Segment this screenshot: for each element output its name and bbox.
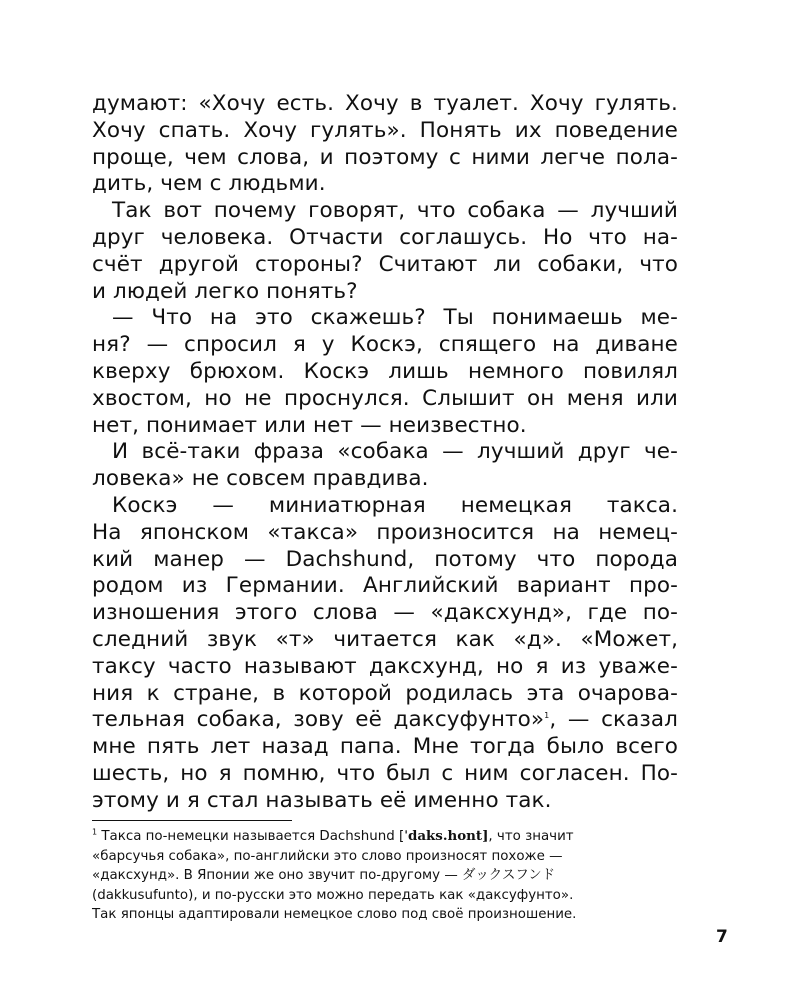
footnote-line: Так японцы адаптировали немецкое слово под своё произношение. — [92, 907, 577, 922]
footnote-line: «даксхунд». В Японии же оно звучит по-другому — ダックスフンド — [92, 868, 556, 883]
footnote-transcription: ˈdaks.hont] — [404, 828, 489, 844]
text-fragment: , — сказал — [549, 707, 679, 733]
text-line — [92, 707, 678, 734]
text-line: друг человека. Отчасти соглашусь. Но что на- — [92, 224, 678, 250]
text-line: нет, понимает или нет — неизвестно. — [92, 412, 527, 438]
text-line: ня? — спросил я у Коскэ, спящего на диване — [92, 332, 678, 358]
text-line: мне пять лет назад папа. Мне тогда было всего — [92, 734, 678, 760]
footnote-marker: 1 — [92, 827, 98, 837]
footnote-text: Такса по-немецки называется Dachshund [ — [101, 829, 405, 844]
text-line: думают: «Хочу есть. Хочу в туалет. Хочу гулять. — [92, 91, 678, 116]
footnote-ref[interactable]: 1 — [544, 711, 550, 721]
text-line: родом из Германии. Английский вариант про- — [92, 573, 678, 599]
text-line: На японском «такса» произносится на немец- — [92, 519, 678, 545]
text-line: ния к стране, в которой родилась эта очарова- — [92, 680, 678, 706]
text-line: следний звук «т» читается как «д». «Может, — [92, 626, 678, 652]
text-line: Хочу спать. Хочу гулять». Понять их поведение — [92, 117, 678, 143]
text-line: кверху брюхом. Коскэ лишь немного повилял — [92, 358, 678, 384]
footnote-line: «барсучья собака», по-английски это слово произносят похоже — — [92, 848, 563, 864]
text-line: проще, чем слова, и поэтому с ними легче пола- — [92, 144, 678, 170]
text-line: — Что на это скажешь? Ты понимаешь ме- — [112, 305, 678, 331]
text-line: кий манер — Dachshund, потому что порода — [92, 546, 678, 572]
text-line: И всё-таки фраза «собака — лучший друг че- — [112, 439, 678, 465]
text-line: дить, чем с людьми. — [92, 171, 326, 197]
footnote-text: , что значит — [488, 829, 574, 844]
footnote — [92, 827, 678, 925]
text-fragment: тельная собака, зову её даксуфунто» — [92, 707, 545, 733]
text-line: счёт другой стороны? Считают ли собаки, что — [92, 251, 678, 277]
footnote-line — [92, 827, 678, 847]
text-line: Коскэ — миниатюрная немецкая такса. — [112, 492, 678, 518]
footnote-line: (dakkusufunto), и по-русски это можно передать как «даксуфунто». — [92, 887, 574, 903]
text-line: хвостом, но не проснулся. Слышит он меня или — [92, 385, 678, 411]
main-text — [92, 91, 678, 815]
text-line: и людей легко понять? — [92, 278, 358, 304]
text-line: Так вот почему говорят, что собака — лучший — [112, 198, 678, 224]
text-line: изношения этого слова — «даксхунд», где по- — [92, 600, 678, 626]
text-line: шесть, но я помню, что был с ним согласен. По- — [92, 760, 678, 786]
page-number: 7 — [716, 927, 728, 947]
text-line: таксу часто называют даксхунд, но я из уваже- — [92, 653, 678, 679]
text-line: этому и я стал называть её именно так. — [92, 787, 552, 813]
text-line: ловека» не совсем правдива. — [92, 466, 429, 492]
footnote-divider — [92, 820, 292, 821]
